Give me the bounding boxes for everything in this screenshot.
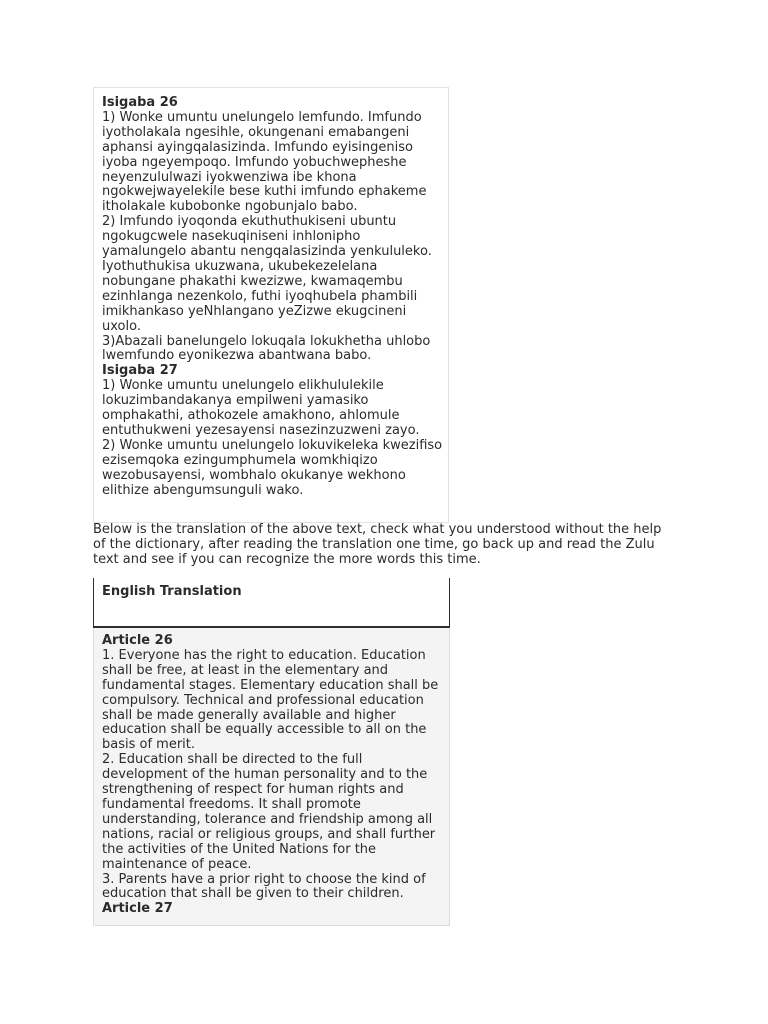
zulu-article-26-heading: Isigaba 26 [102, 95, 178, 110]
translation-intro-text: Below is the translation of the above text, check what you understood without the help of the dictionary, after reading the translation one time, go back up and read the Zulu text and see if you can recognize the more words this time. [93, 522, 662, 567]
english-article-27-heading: Article 27 [102, 901, 173, 917]
english-article-26-heading: Article 26 [102, 633, 173, 648]
zulu-article-26-paragraph-3: 3)Abazali banelungelo lokuqala lokukhetha uhlobo lwemfundo eyonikezwa abantwana babo. [102, 333, 431, 364]
zulu-article-27-heading: Isigaba 27 [102, 363, 178, 379]
english-translation-title: English Translation [93, 578, 450, 628]
zulu-article-26-paragraph-2: 2) Imfundo iyoqonda ekuthuthukiseni ubuntu ngokugcwele nasekuqiniseni inhlonipho yamalungelo abantu nengqalasizinda yenkululeko. Iyothuthukisa ukuzwana, ukubekezelelana nobungane phakathi kwezizwe, kwamaqembu ezinhlanga nezenkolo, futhi iyoqhubela phambili imikhankaso yeNhlangano yeZizwe ekugcineni uxolo. [102, 214, 432, 334]
zulu-article-27-paragraph-1: 1) Wonke umuntu unelungelo elikhululekile lokuzimbandakanya empilweni yamasiko omphakathi, athokozele amakhono, ahlomule entuthukweni yezesayensi nasezinzuzweni zayo. [102, 378, 420, 438]
english-article-26-paragraph-2: 2. Education shall be directed to the full development of the human personality and to the strengthening of respect for human rights and fundamental freedoms. It shall promote understanding, tolerance and friendship among all nations, racial or religious groups, and shall further the activities of the United Nations for the maintenance of peace. [102, 752, 436, 872]
english-article-26-paragraph-1: 1. Everyone has the right to education. Education shall be free, at least in the elementary and fundamental stages. Elementary education shall be compulsory. Technical and professional education shall be made generally available and higher education shall be equally accessible to all on the basis of merit. [102, 647, 439, 753]
english-article-26-paragraph-3: 3. Parents have a prior right to choose the kind of education that shall be given to their children. [102, 871, 426, 902]
zulu-article-26-paragraph-1: 1) Wonke umuntu unelungelo lemfundo. Imfundo iyotholakala ngesihle, okungenani emabangeni aphansi ayingqalasizinda. Imfundo eyisingeniso iyoba ngeyempoqo. Imfundo yobuchwepheshe neyenzululwazi iyokwenziwa ibe khona ngokwejwayelekile bese kuthi imfundo ephakeme itholakale kubobonke ngobunjalo babo. [102, 109, 427, 215]
zulu-text-box [93, 87, 449, 523]
english-text-box [93, 628, 450, 926]
zulu-article-27-paragraph-2: 2) Wonke umuntu unelungelo lokuvikeleka kwezifiso ezisemqoka ezingumphumela womkhiqizo wezobusayensi, wombhalo okukanye wekhono elithize abengumsunguli wako. [102, 437, 443, 498]
